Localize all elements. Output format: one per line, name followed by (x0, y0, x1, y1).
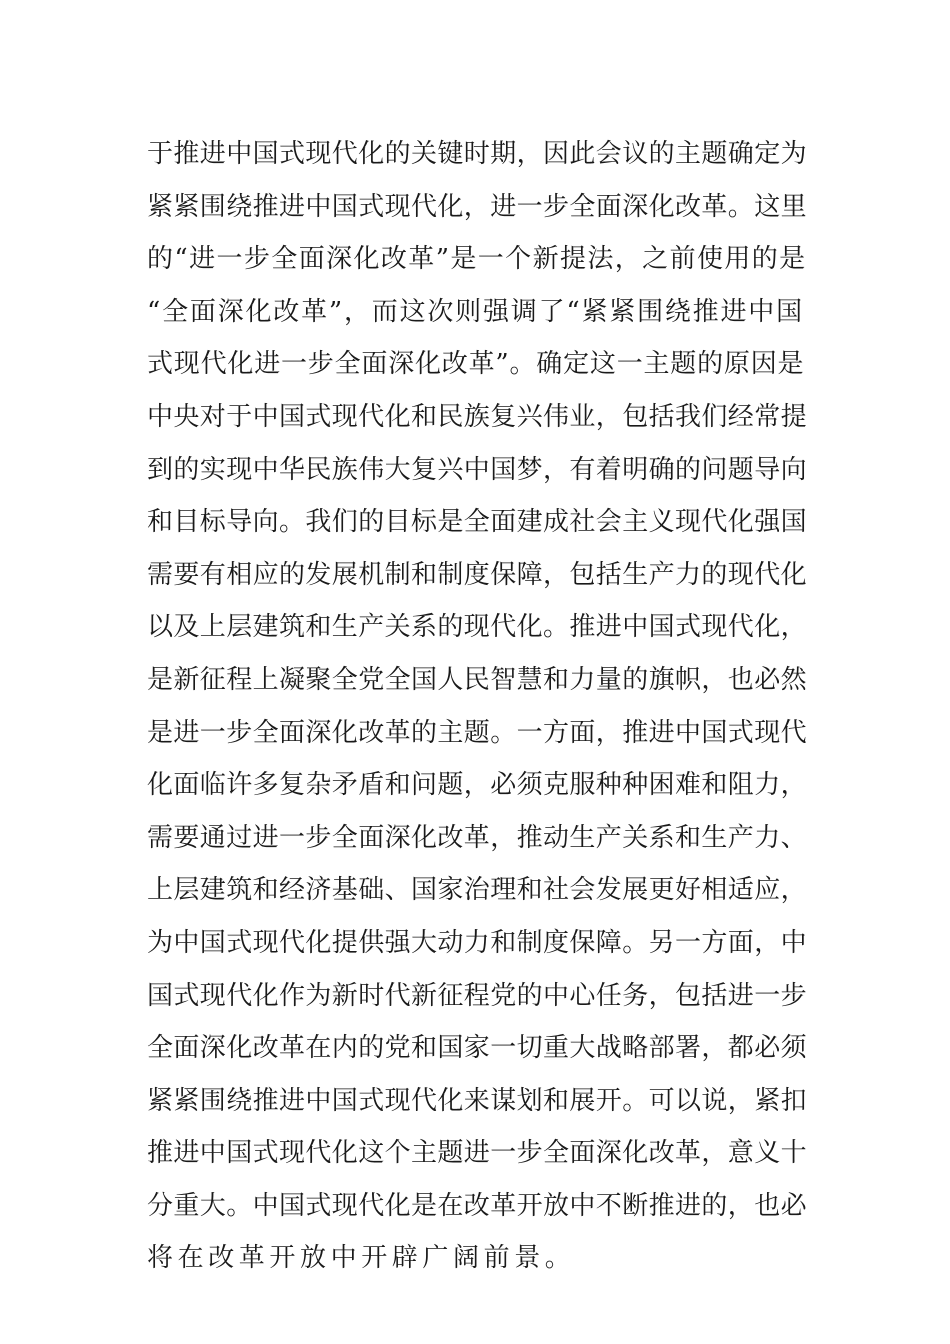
text-line: 以及上层建筑和生产关系的现代化。推进中国式现代化， (147, 612, 808, 643)
text-line: 将在改革开放中开辟广阔前景。 (147, 1243, 576, 1274)
text-line: 和目标导向。我们的目标是全面建成社会主义现代化强国 (147, 507, 808, 538)
text-line: 紧紧围绕推进中国式现代化，进一步全面深化改革。这里 (147, 191, 808, 222)
body-paragraph (147, 128, 807, 1285)
text-line: 化面临许多复杂矛盾和问题，必须克服种种困难和阻力， (147, 770, 808, 801)
text-line: 上层建筑和经济基础、国家治理和社会发展更好相适应， (147, 875, 808, 906)
text-line: 于推进中国式现代化的关键时期，因此会议的主题确定为 (147, 139, 808, 169)
text-line: 是进一步全面深化改革的主题。一方面，推进中国式现代 (147, 717, 808, 748)
text-line: 需要有相应的发展机制和制度保障，包括生产力的现代化 (147, 559, 808, 590)
text-line: 到的实现中华民族伟大复兴中国梦，有着明确的问题导向 (147, 454, 808, 485)
text-line: 式现代化进一步全面深化改革”。确定这一主题的原因是 (147, 349, 805, 380)
text-line: 分重大。中国式现代化是在改革开放中不断推进的，也必 (147, 1190, 808, 1221)
text-line: 推进中国式现代化这个主题进一步全面深化改革，意义十 (147, 1138, 808, 1169)
text-line: 紧紧围绕推进中国式现代化来谋划和展开。可以说，紧扣 (147, 1085, 808, 1116)
text-line: 国式现代化作为新时代新征程党的中心任务，包括进一步 (147, 980, 808, 1011)
text-line: 全面深化改革在内的党和国家一切重大战略部署，都必须 (147, 1033, 808, 1064)
text-line: 是新征程上凝聚全党全国人民智慧和力量的旗帜，也必然 (147, 664, 808, 695)
text-line: 中央对于中国式现代化和民族复兴伟业，包括我们经常提 (147, 401, 808, 432)
text-line: 的“进一步全面深化改革”是一个新提法，之前使用的是 (147, 244, 807, 275)
text-line: “全面深化改革”，而这次则强调了“紧紧围绕推进中国 (147, 296, 804, 327)
text-line: 需要通过进一步全面深化改革，推动生产关系和生产力、 (147, 822, 808, 853)
text-line: 为中国式现代化提供强大动力和制度保障。另一方面，中 (147, 927, 808, 958)
